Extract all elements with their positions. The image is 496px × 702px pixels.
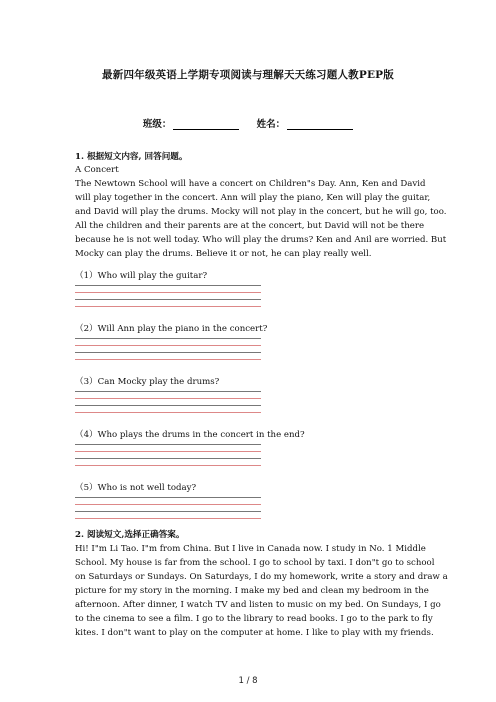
passage-line: and David will play the drums. Mocky will not play in the concert, but he will go, too. — [75, 207, 447, 217]
passage-line: School. My house is far from the school. I go to school by taxi. I don"t go to school — [75, 558, 435, 568]
passage-line: to the cinema to see a film. I go to the library to read books. I go to the park to fly — [75, 614, 433, 624]
passage-line: will play together in the concert. Ann will play the piano, Ken will play the guitar, — [75, 193, 431, 203]
passage-line: afternoon. After dinner, I watch TV and listen to music on my bed. On Sundays, I go — [75, 600, 441, 610]
passage-line: Hi! I"m Li Tao. I"m from China. But I live in Canada now. I study in No. 1 Middle — [75, 544, 426, 554]
passage-line: The Newtown School will have a concert on Children"s Day. Ann, Ken and David — [75, 179, 426, 189]
class-label: 班级： — [142, 119, 172, 130]
question-2: （2）Will Ann play the piano in the concert? — [75, 324, 268, 334]
question-3: （3）Can Mocky play the drums? — [75, 377, 220, 387]
passage-line: kites. I don"t want to play on the computer at home. I like to play with my friends. — [75, 628, 434, 638]
passage-line: because he is not well today. Who will play the drums? Ken and Anil are worried. But — [75, 235, 447, 245]
answer-line — [75, 285, 261, 286]
name-label: 姓名： — [256, 119, 286, 130]
question-4: （4）Who plays the drums in the concert in the end? — [75, 430, 305, 440]
answer-line — [75, 292, 261, 293]
answer-line — [75, 458, 261, 459]
answer-line — [75, 451, 261, 452]
answer-line — [75, 306, 261, 307]
passage-line: picture for my story in the morning. I make my bed and clean my bedroom in the — [75, 586, 429, 596]
answer-line — [75, 338, 261, 339]
question-5: （5）Who is not well today? — [75, 483, 197, 493]
page-title: 最新四年级英语上学期专项阅读与理解天天练习题人教PEP版 — [102, 69, 394, 81]
answer-line — [75, 518, 261, 519]
answer-line — [75, 465, 261, 466]
passage-line: on Saturdays or Sundays. On Saturdays, I do my homework, write a story and draw a — [75, 572, 448, 582]
answer-line — [75, 504, 261, 505]
passage-line: Mocky can play the drums. Believe it or not, he can play really well. — [75, 249, 372, 259]
answer-line — [75, 398, 261, 399]
answer-line — [75, 352, 261, 353]
passage-title: A Concert — [75, 165, 119, 175]
answer-line — [75, 497, 261, 498]
section2-heading: 2. 阅读短文,选择正确答案。 — [75, 530, 185, 540]
question-1: （1）Who will play the guitar? — [75, 271, 208, 281]
answer-line — [75, 299, 261, 300]
answer-line — [75, 412, 261, 413]
class-blank — [173, 120, 239, 130]
answer-line — [75, 359, 261, 360]
student-info — [0, 116, 496, 130]
answer-line — [75, 511, 261, 512]
passage-line: All the children and their parents are at the concert, but David will not be there — [75, 221, 425, 231]
page-number: 1 / 8 — [238, 676, 258, 686]
answer-line — [75, 391, 261, 392]
name-blank — [287, 120, 353, 130]
answer-line — [75, 345, 261, 346]
section1-heading: 1. 根据短文内容, 回答问题。 — [75, 152, 188, 162]
answer-line — [75, 405, 261, 406]
answer-line — [75, 444, 261, 445]
